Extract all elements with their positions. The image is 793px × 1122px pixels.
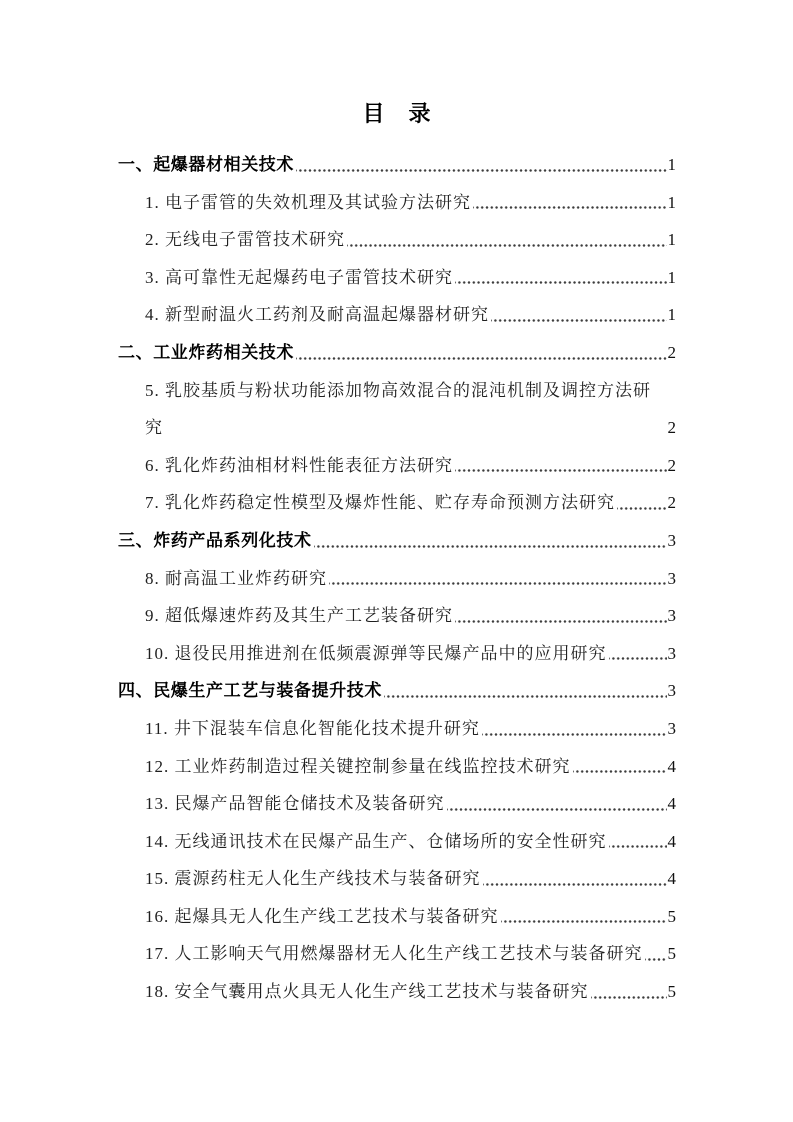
dot-leader	[501, 898, 667, 936]
toc-page-number: 1	[667, 305, 676, 325]
toc-entry-label: 8. 耐高温工业炸药研究	[145, 568, 327, 588]
toc-entry[interactable]	[118, 785, 676, 823]
toc-page-number: 2	[667, 342, 676, 362]
dot-leader	[609, 635, 667, 673]
dot-leader	[347, 221, 667, 259]
toc-page-number: 3	[667, 718, 676, 738]
dot-leader	[591, 973, 667, 1011]
toc-page-number: 1	[667, 230, 676, 250]
toc-page-number: 1	[667, 155, 676, 174]
dot-leader	[483, 860, 667, 898]
toc-entry[interactable]	[118, 597, 676, 635]
dot-leader	[455, 259, 667, 297]
toc-page-number: 4	[667, 794, 676, 814]
toc-entry[interactable]	[118, 560, 676, 598]
dot-leader	[455, 447, 667, 485]
toc-entry[interactable]	[118, 522, 676, 560]
toc-entry[interactable]	[118, 823, 676, 861]
dot-leader	[296, 334, 667, 372]
toc-entry[interactable]	[118, 860, 676, 898]
toc-title: 目 录	[362, 101, 432, 126]
toc-page-number: 5	[667, 944, 676, 964]
toc-entry[interactable]	[118, 748, 676, 786]
toc-entry[interactable]	[118, 184, 676, 222]
toc-entry[interactable]	[118, 973, 676, 1011]
toc-entry[interactable]	[118, 146, 676, 184]
toc-entry-label: 12. 工业炸药制造过程关键控制参量在线监控技术研究	[145, 756, 571, 776]
toc-entry[interactable]	[118, 221, 676, 259]
toc-entry-label: 10. 退役民用推进剂在低频震源弹等民爆产品中的应用研究	[145, 643, 607, 663]
toc-entry[interactable]	[118, 447, 676, 485]
toc-entry[interactable]	[118, 372, 676, 447]
toc-entry-label: 15. 震源药柱无人化生产线技术与装备研究	[145, 869, 481, 889]
dot-leader	[645, 935, 667, 973]
toc-page-number: 2	[667, 418, 676, 438]
toc-entry-label: 1. 电子雷管的失效机理及其试验方法研究	[145, 192, 471, 212]
toc-entry-label: 9. 超低爆速炸药及其生产工艺装备研究	[145, 606, 453, 626]
toc-entry[interactable]	[118, 672, 676, 710]
toc-entry-label: 一、起爆器材相关技术	[118, 155, 294, 174]
dot-leader	[384, 672, 667, 710]
toc-entry-label: 三、炸药产品系列化技术	[118, 530, 312, 550]
toc-page-number: 3	[667, 643, 676, 663]
dot-leader	[314, 522, 667, 560]
toc-page-number: 1	[667, 192, 676, 212]
toc-entry-label: 3. 高可靠性无起爆药电子雷管技术研究	[145, 267, 453, 287]
toc-page-number: 2	[667, 493, 676, 513]
toc-page-number: 4	[667, 831, 676, 851]
toc-page-number: 1	[667, 267, 676, 287]
toc-page-number: 4	[667, 869, 676, 889]
toc-entry[interactable]	[118, 484, 676, 522]
dot-leader	[455, 597, 667, 635]
toc-entry[interactable]	[118, 334, 676, 372]
toc-page-number: 2	[667, 455, 676, 475]
dot-leader	[609, 823, 667, 861]
toc-entry-label: 4. 新型耐温火工药剂及耐高温起爆器材研究	[145, 305, 489, 325]
dot-leader	[447, 785, 667, 823]
toc-entry-label: 13. 民爆产品智能仓储技术及装备研究	[145, 794, 445, 814]
toc-page-number: 3	[667, 568, 676, 588]
dot-leader	[573, 748, 667, 786]
toc-entry-label: 14. 无线通讯技术在民爆产品生产、仓储场所的安全性研究	[145, 831, 607, 851]
toc-entry[interactable]	[118, 935, 676, 973]
toc-page-number: 3	[667, 606, 676, 626]
toc-entry[interactable]	[118, 898, 676, 936]
dot-leader	[473, 184, 667, 222]
toc-entry-label: 18. 安全气囊用点火具无人化生产线工艺技术与装备研究	[145, 982, 589, 1002]
toc-page-number: 3	[667, 530, 676, 550]
dot-leader	[482, 710, 667, 748]
dot-leader	[491, 296, 667, 334]
toc-entry-label: 11. 井下混装车信息化智能化技术提升研究	[145, 718, 480, 738]
toc-entry-label: 6. 乳化炸药油相材料性能表征方法研究	[145, 455, 453, 475]
dot-leader	[296, 146, 667, 184]
toc-entry-label: 17. 人工影响天气用燃爆器材无人化生产线工艺技术与装备研究	[145, 944, 643, 964]
toc-entry-label: 7. 乳化炸药稳定性模型及爆炸性能、贮存寿命预测方法研究	[145, 493, 615, 513]
toc-entry[interactable]	[118, 710, 676, 748]
dot-leader	[617, 484, 667, 522]
toc-entry-label: 5. 乳胶基质与粉状功能添加物高效混合的混沌机制及调控方法研究	[145, 380, 651, 438]
toc-entry[interactable]	[118, 635, 676, 673]
toc-page-number: 4	[667, 756, 676, 776]
dot-leader	[329, 560, 667, 598]
toc-entry-label: 二、工业炸药相关技术	[118, 342, 294, 362]
toc-entry[interactable]	[118, 296, 676, 334]
toc-entry[interactable]	[118, 259, 676, 297]
toc-entry-label: 16. 起爆具无人化生产线工艺技术与装备研究	[145, 906, 499, 926]
toc-entry-label: 四、民爆生产工艺与装备提升技术	[118, 681, 382, 701]
toc-page-number: 5	[667, 906, 676, 926]
toc-page-number: 5	[667, 982, 676, 1002]
table-of-contents	[118, 146, 676, 1011]
toc-entry-label: 2. 无线电子雷管技术研究	[145, 230, 345, 250]
toc-page-number: 3	[667, 681, 676, 701]
